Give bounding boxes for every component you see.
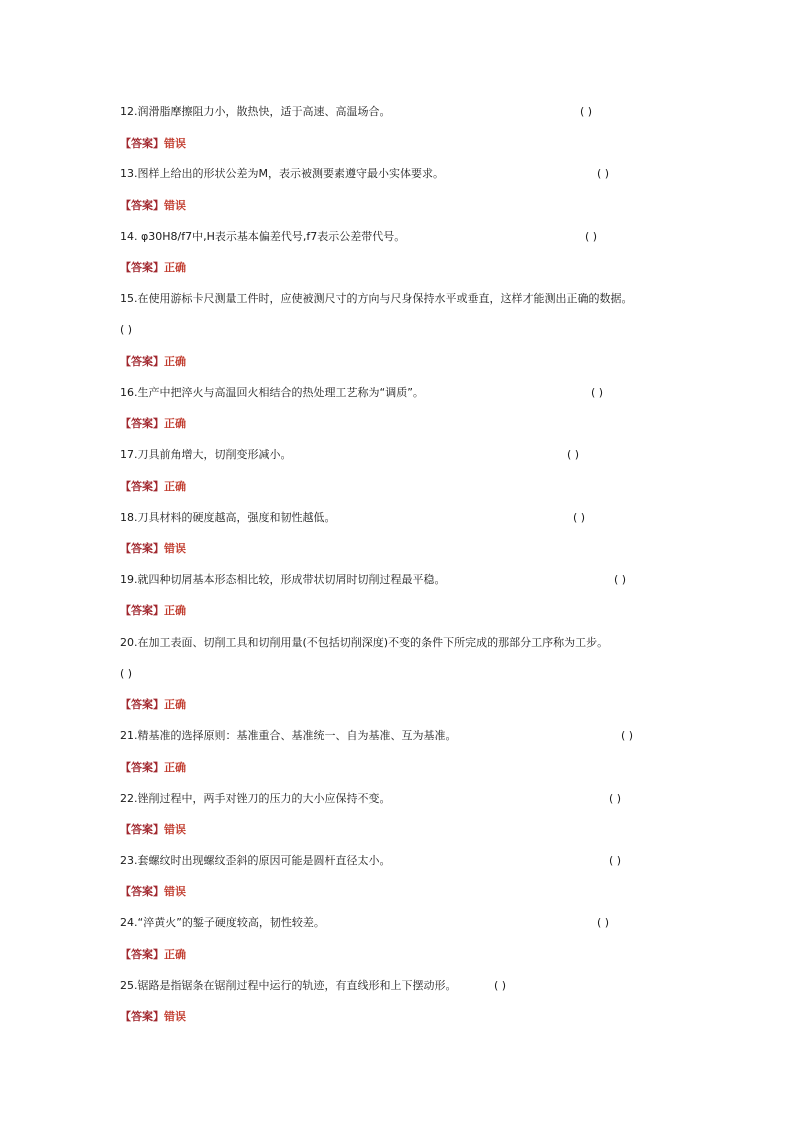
- question-text: 13.图样上给出的形状公差为M，表示被测要素遵守最小实体要求。: [120, 167, 444, 180]
- answer-blank: ( ): [597, 167, 610, 180]
- question-text: 14. φ30H8/f7中,H表示基本偏差代号,f7表示公差带代号。: [120, 230, 406, 243]
- answer-15: [120, 355, 186, 369]
- answer-18: [120, 542, 186, 556]
- question-19: [120, 573, 446, 587]
- question-15: [120, 292, 633, 306]
- answer-blank: ( ): [591, 386, 604, 399]
- answer-tag: 【答案】: [120, 480, 164, 493]
- answer-25: [120, 1010, 186, 1024]
- question-12: [120, 105, 391, 119]
- answer-tag: 【答案】: [120, 355, 164, 368]
- answer-result: 正确: [164, 604, 186, 617]
- answer-blank: ( ): [120, 667, 133, 680]
- answer-tag: 【答案】: [120, 417, 164, 430]
- answer-blank: ( ): [580, 105, 593, 118]
- answer-16: [120, 417, 186, 431]
- answer-23: [120, 885, 186, 899]
- answer-result: 错误: [164, 199, 186, 212]
- question-text: 20.在加工表面、切削工具和切削用量(不包括切削深度)不变的条件下所完成的那部分工序称为工步。: [120, 636, 609, 649]
- question-24: [120, 916, 325, 930]
- question-text: 15.在使用游标卡尺测量工件时，应使被测尺寸的方向与尺身保持水平或垂直，这样才能测出正确的数据。: [120, 292, 633, 305]
- answer-result: 错误: [164, 542, 186, 555]
- answer-blank: ( ): [585, 230, 598, 243]
- question-14: [120, 230, 405, 244]
- answer-22: [120, 823, 186, 837]
- answer-tag: 【答案】: [120, 137, 164, 150]
- answer-result: 错误: [164, 823, 186, 836]
- question-text: 17.刀具前角增大，切削变形减小。: [120, 448, 292, 461]
- answer-tag: 【答案】: [120, 199, 164, 212]
- answer-blank: ( ): [120, 323, 133, 336]
- answer-17: [120, 480, 186, 494]
- answer-tag: 【答案】: [120, 698, 164, 711]
- answer-tag: 【答案】: [120, 823, 164, 836]
- answer-result: 正确: [164, 261, 186, 274]
- question-21: [120, 729, 457, 743]
- question-17: [120, 448, 292, 462]
- answer-14: [120, 261, 186, 275]
- answer-blank: ( ): [621, 729, 634, 742]
- question-text: 19.就四种切屑基本形态相比较，形成带状切屑时切削过程最平稳。: [120, 573, 446, 586]
- answer-19: [120, 604, 186, 618]
- answer-24: [120, 948, 186, 962]
- answer-tag: 【答案】: [120, 761, 164, 774]
- answer-result: 错误: [164, 137, 186, 150]
- answer-tag: 【答案】: [120, 885, 164, 898]
- answer-13: [120, 199, 186, 213]
- question-22: [120, 792, 391, 806]
- question-25: [120, 979, 457, 993]
- question-23: [120, 854, 391, 868]
- answer-result: 错误: [164, 1010, 186, 1023]
- answer-tag: 【答案】: [120, 604, 164, 617]
- answer-blank: ( ): [609, 854, 622, 867]
- question-text: 16.生产中把淬火与高温回火相结合的热处理工艺称为“调质”。: [120, 386, 424, 399]
- question-text: 22.锉削过程中，两手对锉刀的压力的大小应保持不变。: [120, 792, 391, 805]
- question-text: 25.锯路是指锯条在锯削过程中运行的轨迹，有直线形和上下摆动形。: [120, 979, 457, 992]
- question-20: [120, 636, 608, 650]
- question-text: 24.“淬黄火”的錾子硬度较高，韧性较差。: [120, 916, 325, 929]
- answer-result: 正确: [164, 417, 186, 430]
- answer-12: [120, 137, 186, 151]
- answer-result: 正确: [164, 480, 186, 493]
- question-16: [120, 386, 424, 400]
- answer-20: [120, 698, 186, 712]
- answer-blank: ( ): [567, 448, 580, 461]
- answer-blank: ( ): [609, 792, 622, 805]
- question-13: [120, 167, 444, 181]
- answer-result: 正确: [164, 948, 186, 961]
- question-18: [120, 511, 336, 525]
- answer-blank: ( ): [573, 511, 586, 524]
- answer-result: 正确: [164, 355, 186, 368]
- question-text: 21.精基准的选择原则：基准重合、基准统一、自为基准、互为基准。: [120, 729, 457, 742]
- question-text: 12.润滑脂摩擦阻力小，散热快，适于高速、高温场合。: [120, 105, 391, 118]
- answer-result: 错误: [164, 885, 186, 898]
- answer-blank: ( ): [494, 979, 507, 992]
- question-text: 18.刀具材料的硬度越高，强度和韧性越低。: [120, 511, 336, 524]
- answer-tag: 【答案】: [120, 261, 164, 274]
- answer-tag: 【答案】: [120, 948, 164, 961]
- answer-blank: ( ): [597, 916, 610, 929]
- question-text: 23.套螺纹时出现螺纹歪斜的原因可能是圆杆直径太小。: [120, 854, 391, 867]
- answer-tag: 【答案】: [120, 1010, 164, 1023]
- answer-blank: ( ): [614, 573, 627, 586]
- answer-tag: 【答案】: [120, 542, 164, 555]
- answer-21: [120, 761, 186, 775]
- answer-result: 正确: [164, 761, 186, 774]
- answer-result: 正确: [164, 698, 186, 711]
